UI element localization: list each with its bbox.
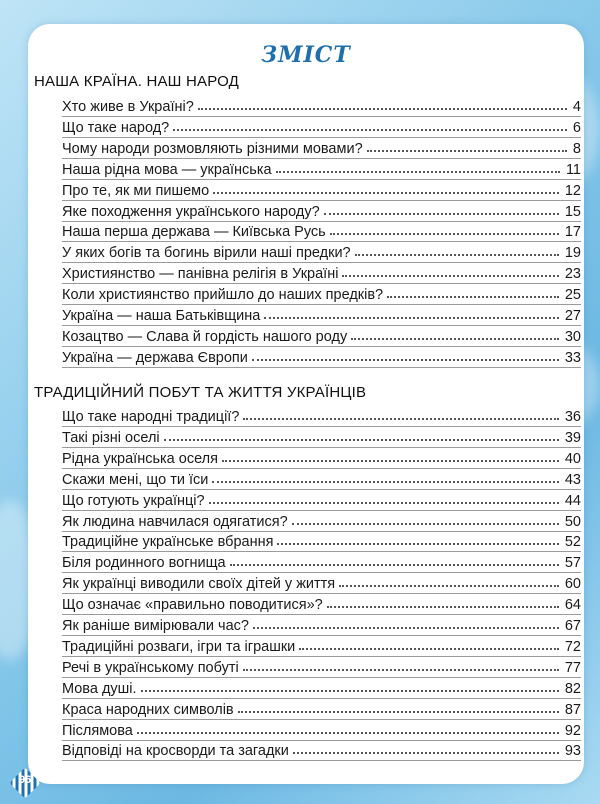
toc-entry[interactable] bbox=[62, 612, 581, 634]
toc-entry[interactable] bbox=[62, 675, 581, 697]
toc-entry-page: 44 bbox=[559, 493, 581, 509]
toc-entry[interactable] bbox=[62, 696, 581, 718]
toc-entry-title: У яких богів та богинь вірили наші предки? bbox=[62, 245, 355, 261]
toc-entry-page: 30 bbox=[559, 329, 581, 345]
toc-entry-title: Коли християнство прийшло до наших предків? bbox=[62, 287, 387, 303]
toc-entry-title: Яке походження українського народу? bbox=[62, 204, 324, 220]
dot-leader bbox=[243, 669, 559, 671]
toc-entry-title: Традиційне українське вбрання bbox=[62, 534, 277, 550]
toc-entry-title: Післямова bbox=[62, 723, 137, 739]
toc-entry-page: 19 bbox=[559, 245, 581, 261]
toc-entry[interactable] bbox=[62, 633, 581, 655]
toc-entry-page: 4 bbox=[567, 99, 581, 115]
toc-entry-title: Що таке народ? bbox=[62, 120, 173, 136]
dot-leader bbox=[238, 711, 559, 713]
page-number: 96 bbox=[18, 774, 32, 786]
dot-leader bbox=[222, 460, 559, 462]
toc-entry[interactable] bbox=[62, 198, 581, 220]
toc-entry-page: 15 bbox=[559, 204, 581, 220]
toc-entry-page: 52 bbox=[559, 534, 581, 550]
dot-leader bbox=[339, 585, 559, 587]
dot-leader bbox=[198, 108, 567, 110]
toc-entry-page: 23 bbox=[559, 266, 581, 282]
toc-entry[interactable] bbox=[62, 737, 581, 759]
toc-entry-page: 27 bbox=[559, 308, 581, 324]
toc-entry[interactable] bbox=[62, 591, 581, 613]
toc-entry[interactable] bbox=[62, 445, 581, 467]
toc-entry-title: Наша рідна мова — українська bbox=[62, 162, 276, 178]
dot-leader bbox=[213, 192, 559, 194]
toc-entry[interactable] bbox=[62, 114, 581, 136]
toc-entry-title: Україна — наша Батьківщина bbox=[62, 308, 264, 324]
dot-leader bbox=[252, 359, 559, 361]
toc-entry-page: 57 bbox=[559, 555, 581, 571]
dot-leader bbox=[299, 648, 559, 650]
toc-entry[interactable] bbox=[62, 570, 581, 592]
dot-leader bbox=[253, 627, 559, 629]
dot-leader bbox=[276, 171, 560, 173]
toc-entry-page: 93 bbox=[559, 743, 581, 759]
section-heading: ТРАДИЦІЙНИЙ ПОБУТ ТА ЖИТТЯ УКРАЇНЦІВ bbox=[34, 384, 367, 401]
toc-entry-title: Речі в українському побуті bbox=[62, 660, 243, 676]
toc-entry-title: Що таке народні традиції? bbox=[62, 409, 243, 425]
toc-entry-title: Християнство — панівна релігія в Україні bbox=[62, 266, 342, 282]
toc-entry[interactable] bbox=[62, 344, 581, 366]
dot-leader bbox=[277, 543, 558, 545]
dot-leader bbox=[173, 129, 567, 131]
dot-leader bbox=[141, 690, 559, 692]
toc-entry[interactable] bbox=[62, 466, 581, 488]
toc-entry-page: 72 bbox=[559, 639, 581, 655]
toc-entry-page: 12 bbox=[559, 183, 581, 199]
dot-leader bbox=[327, 606, 559, 608]
toc-entry-page: 82 bbox=[559, 681, 581, 697]
toc-entry-page: 64 bbox=[559, 597, 581, 613]
toc-entry[interactable] bbox=[62, 717, 581, 739]
toc-entry-title: Такі різні оселі bbox=[62, 430, 164, 446]
toc-entry-page: 77 bbox=[559, 660, 581, 676]
toc-entry-page: 17 bbox=[559, 224, 581, 240]
page-title: ЗМІСТ bbox=[261, 42, 351, 68]
toc-entry-title: Скажи мені, що ти їси bbox=[62, 472, 212, 488]
toc-entry[interactable] bbox=[62, 528, 581, 550]
toc-entry-title: Що означає «правильно поводитися»? bbox=[62, 597, 327, 613]
dot-leader bbox=[243, 418, 558, 420]
row-divider bbox=[62, 367, 581, 368]
toc-entry-title: Відповіді на кросворди та загадки bbox=[62, 743, 293, 759]
toc-entry-title: Козацтво — Слава й гордість нашого роду bbox=[62, 329, 351, 345]
section-heading: НАША КРАЇНА. НАШ НАРОД bbox=[34, 73, 240, 90]
dot-leader bbox=[137, 732, 559, 734]
toc-entry-title: Наша перша держава — Київська Русь bbox=[62, 224, 330, 240]
dot-leader bbox=[351, 338, 559, 340]
toc-entry-title: Як раніше вимірювали час? bbox=[62, 618, 253, 634]
dot-leader bbox=[230, 564, 559, 566]
toc-entry[interactable] bbox=[62, 302, 581, 324]
toc-entry[interactable] bbox=[62, 403, 581, 425]
dot-leader bbox=[342, 275, 558, 277]
toc-entry[interactable] bbox=[62, 654, 581, 676]
dot-leader bbox=[387, 296, 559, 298]
toc-entry-page: 60 bbox=[559, 576, 581, 592]
toc-entry-page: 67 bbox=[559, 618, 581, 634]
dot-leader bbox=[209, 502, 559, 504]
toc-entry-title: Мова душі. bbox=[62, 681, 141, 697]
toc-entry[interactable] bbox=[62, 177, 581, 199]
dot-leader bbox=[293, 752, 559, 754]
toc-entry-title: Традиційні розваги, ігри та іграшки bbox=[62, 639, 299, 655]
dot-leader bbox=[264, 317, 559, 319]
dot-leader bbox=[292, 523, 559, 525]
toc-entry-page: 87 bbox=[559, 702, 581, 718]
dot-leader bbox=[324, 213, 559, 215]
row-divider bbox=[62, 760, 581, 761]
toc-entry-title: Як українці виводили своїх дітей у життя bbox=[62, 576, 339, 592]
dot-leader bbox=[212, 481, 559, 483]
toc-entry[interactable] bbox=[62, 239, 581, 261]
toc-entry-title: Як людина навчилася одягатися? bbox=[62, 514, 292, 530]
page-number-badge bbox=[12, 770, 42, 798]
toc-entry-title: Краса народних символів bbox=[62, 702, 238, 718]
toc-entry-page: 11 bbox=[560, 162, 581, 178]
dot-leader bbox=[367, 150, 567, 152]
toc-entry[interactable] bbox=[62, 508, 581, 530]
toc-entry[interactable] bbox=[62, 487, 581, 509]
toc-entry-title: Чому народи розмовляють різними мовами? bbox=[62, 141, 367, 157]
toc-entry-page: 6 bbox=[567, 120, 581, 136]
toc-entry[interactable] bbox=[62, 218, 581, 240]
toc-entry-title: Біля родинного вогнища bbox=[62, 555, 230, 571]
toc-entry-page: 50 bbox=[559, 514, 581, 530]
toc-entry[interactable] bbox=[62, 281, 581, 303]
toc-entry[interactable] bbox=[62, 323, 581, 345]
toc-entry-page: 8 bbox=[567, 141, 581, 157]
toc-entry-page: 39 bbox=[559, 430, 581, 446]
toc-entry-page: 43 bbox=[559, 472, 581, 488]
dot-leader bbox=[330, 233, 559, 235]
toc-entry[interactable] bbox=[62, 549, 581, 571]
dot-leader bbox=[355, 254, 559, 256]
toc-entry-title: Хто живе в Україні? bbox=[62, 99, 198, 115]
toc-entry-page: 40 bbox=[559, 451, 581, 467]
toc-entry-page: 33 bbox=[559, 350, 581, 366]
toc-entry-title: Україна — держава Європи bbox=[62, 350, 252, 366]
toc-entry[interactable] bbox=[62, 156, 581, 178]
toc-entry-page: 25 bbox=[559, 287, 581, 303]
toc-entry-title: Про те, як ми пишемо bbox=[62, 183, 213, 199]
toc-entry[interactable] bbox=[62, 135, 581, 157]
toc-entry-title: Рідна українська оселя bbox=[62, 451, 222, 467]
toc-entry-title: Що готують українці? bbox=[62, 493, 209, 509]
toc-entry[interactable] bbox=[62, 260, 581, 282]
toc-entry[interactable] bbox=[62, 424, 581, 446]
toc-entry-page: 36 bbox=[559, 409, 581, 425]
toc-entry[interactable] bbox=[62, 93, 581, 115]
dot-leader bbox=[164, 439, 559, 441]
toc-entry-page: 92 bbox=[559, 723, 581, 739]
